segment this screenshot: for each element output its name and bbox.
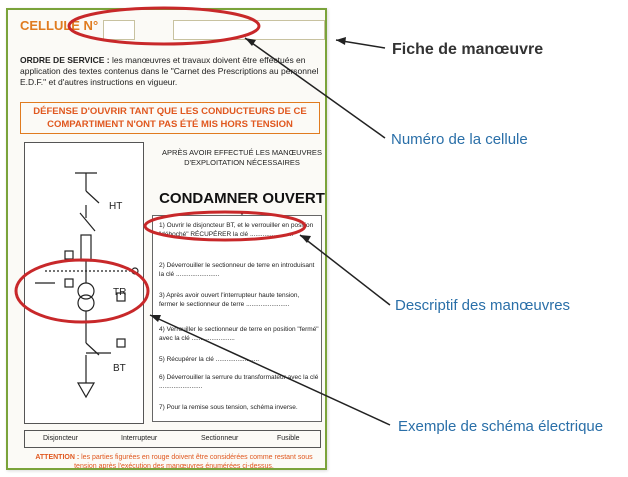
condamner-title: CONDAMNER OUVERT	[159, 190, 325, 207]
after-effect-heading: APRÈS AVOIR EFFECTUÉ LES MANŒUVRES D'EXPLOITATION NÉCESSAIRES	[162, 148, 322, 167]
legend-sectionneur: Sectionneur	[201, 435, 239, 442]
arrow-numero	[245, 38, 385, 138]
step-2: 2) Déverrouiller le sectionneur de terre en introduisant la clé ........................	[159, 262, 315, 278]
cell-number-label: CELLULE N°	[20, 18, 99, 33]
step-1: 1) Ouvrir le disjoncteur BT, et le verrouiller en position "déboché" RÉCUPÉRER la clé ........................	[159, 222, 314, 238]
diagram-label-tr: TR	[113, 287, 127, 298]
service-order-label: ORDRE DE SERVICE :	[20, 55, 110, 65]
arrow-descriptif	[300, 235, 390, 305]
arrow-exemple	[150, 315, 390, 425]
warning-banner: DÉFENSE D'OUVRIR TANT QUE LES CONDUCTEURS DE CE COMPARTIMENT N'ONT PAS ÉTÉ MIS HORS TENSION	[20, 102, 320, 134]
diagram-label-bt: BT	[113, 363, 126, 374]
step-5: 5) Récupérer la clé ........................	[159, 356, 260, 363]
ellipse-cell-number	[69, 8, 259, 44]
callout-exemple: Exemple de schéma électrique	[398, 418, 604, 435]
legend-interrupteur: Interrupteur	[121, 435, 158, 442]
callout-descriptif: Descriptif des manœuvres	[395, 297, 571, 314]
ellipse-descriptif	[145, 212, 305, 240]
callout-fiche: Fiche de manœuvre	[392, 41, 544, 58]
ellipse-schema	[16, 260, 148, 322]
diagram-label-ht: HT	[109, 201, 123, 212]
step-7: 7) Pour la remise sous tension, schéma inverse.	[159, 404, 298, 411]
step-6: 6) Déverrouiller la serrure du transformateur avec la clé ........................	[159, 374, 319, 390]
step-3: 3) Après avoir ouvert l'interrupteur haute tension, fermer le sectionneur de terre ........................	[159, 292, 300, 308]
attention-text: les parties figurées en rouge doivent être considérées comme restant sous tension après l'exécution des manœuvres énumérées ci-dessus.	[74, 454, 313, 470]
callout-numero: Numéro de la cellule	[391, 131, 528, 148]
attention-label: ATTENTION :	[35, 454, 80, 461]
service-order-text: les manœuvres et travaux doivent être effectués en application des textes contenus dans le "Carnet des Prescriptions au personnel E.D.F." et d'autres instructions en vigueur.	[20, 55, 319, 87]
step-4: 4) Verrouiller le sectionneur de terre en position "fermé" avec la clé ........................	[159, 326, 319, 342]
legend-disjoncteur: Disjoncteur	[43, 435, 79, 442]
legend-fusible: Fusible	[277, 435, 300, 442]
